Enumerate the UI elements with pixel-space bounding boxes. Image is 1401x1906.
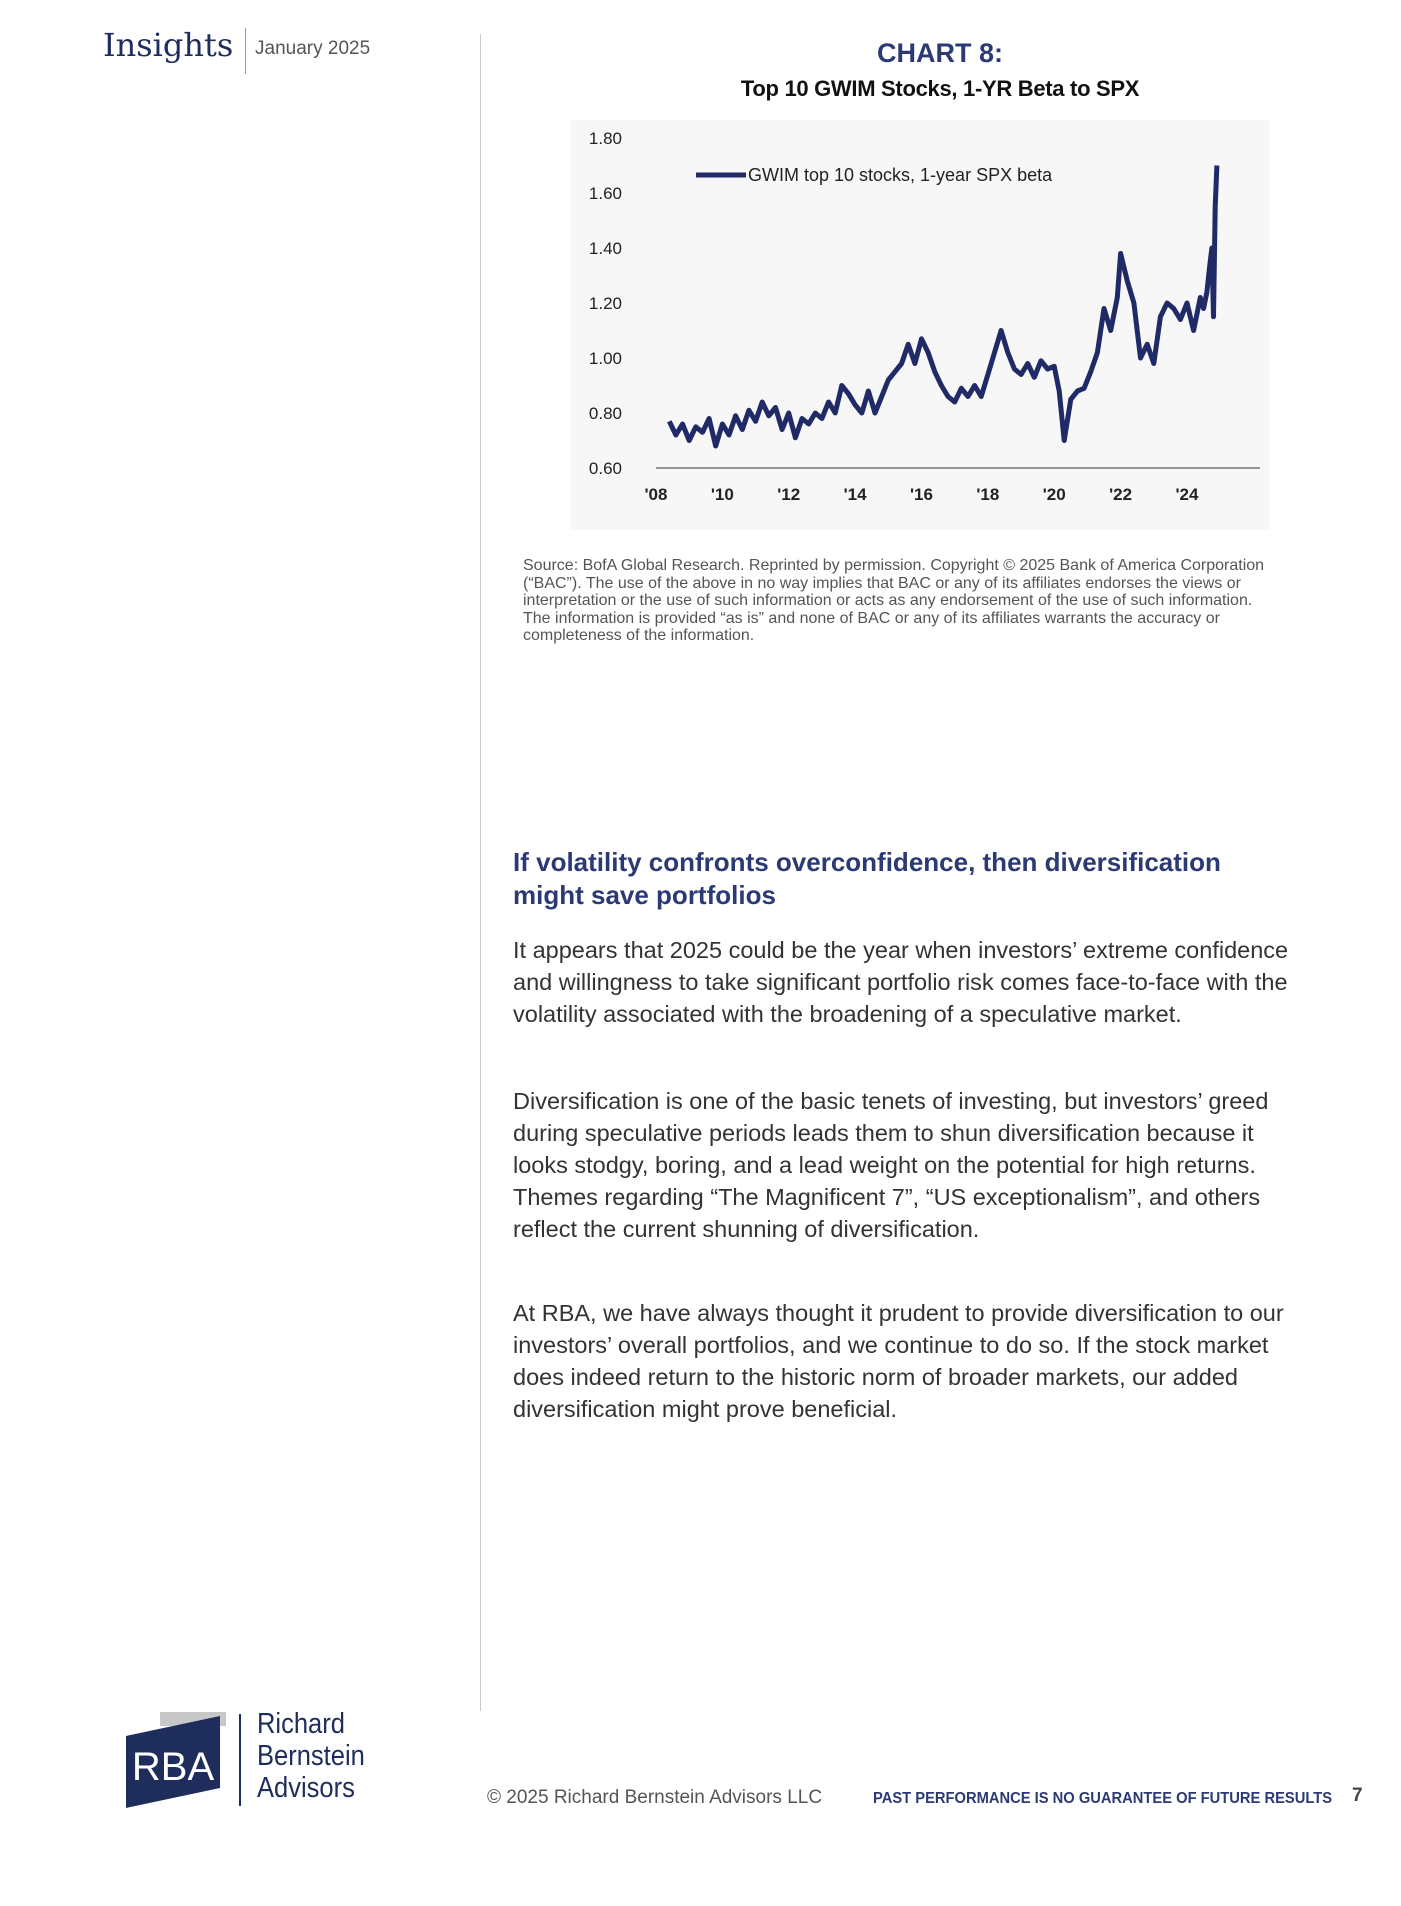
- y-tick-label: 1.20: [588, 294, 622, 313]
- y-tick-label: 1.80: [588, 129, 622, 148]
- publication-date: January 2025: [255, 38, 371, 59]
- logo-line-2: Bernstein: [257, 1740, 365, 1772]
- x-tick-label: '18: [976, 485, 1000, 504]
- publication-title: Insights: [103, 26, 234, 64]
- y-tick-label: 0.80: [588, 404, 622, 423]
- beta-line-chart: [570, 120, 1270, 530]
- logo-mark-text: RBA: [131, 1745, 215, 1789]
- chart-title: Top 10 GWIM Stocks, 1-YR Beta to SPX: [740, 76, 1140, 101]
- chart-source-note: Source: BofA Global Research. Reprinted by permission. Copyright © 2025 Bank of America Corporation (“BAC”). The use of the above in no way implies that BAC or any of its affiliates endorses the views or interpretation or the use of such information or acts as any endorsement of the use of such information. The information is provided “as is” and none of BAC or any of its affiliates warrants the accuracy or completeness of the information.: [523, 557, 1265, 644]
- x-tick-label: '22: [1109, 485, 1133, 504]
- x-tick-label: '24: [1175, 485, 1199, 504]
- x-tick-label: '10: [710, 485, 734, 504]
- y-tick-label: 1.00: [588, 349, 622, 368]
- logo-divider: [239, 1714, 241, 1806]
- rba-logo-icon: [126, 1712, 226, 1808]
- chart-label: CHART 8:: [877, 38, 1003, 68]
- logo-wordmark: [257, 1708, 398, 1804]
- x-tick-label: '20: [1042, 485, 1066, 504]
- x-tick-label: '16: [910, 485, 933, 504]
- x-tick-label: '08: [644, 485, 668, 504]
- x-tick-label: '12: [777, 485, 801, 504]
- header-divider: [245, 28, 246, 74]
- x-tick-label: '14: [843, 485, 867, 504]
- y-tick-label: 1.40: [588, 239, 622, 258]
- logo-line-3: Advisors: [257, 1772, 355, 1804]
- footer-disclaimer: PAST PERFORMANCE IS NO GUARANTEE OF FUTURE RESULTS: [873, 1790, 1333, 1807]
- paragraph-2: Diversification is one of the basic tenets of investing, but investors’ greed during speculative periods leads them to shun diversification because it looks stodgy, boring, and a lead weight on the potential for high returns. Themes regarding “The Magnificent 7”, “US exceptionalism”, and others reflect the current shunning of diversification.: [513, 1088, 1269, 1242]
- page-number: 7: [1352, 1785, 1363, 1806]
- y-tick-label: 1.60: [588, 184, 622, 203]
- column-divider: [480, 34, 481, 1711]
- y-tick-label: 0.60: [588, 459, 622, 478]
- chart-canvas: [570, 120, 1270, 530]
- section-heading: If volatility confronts overconfidence, then diversification might save portfolios: [513, 847, 1221, 910]
- logo-line-1: Richard: [257, 1708, 345, 1740]
- paragraph-1: It appears that 2025 could be the year when investors’ extreme confidence and willingness to take significant portfolio risk comes face-to-face with the volatility associated with the broadening of a speculative market.: [513, 937, 1289, 1027]
- legend-label: GWIM top 10 stocks, 1-year SPX beta: [748, 165, 1053, 185]
- footer-copyright: © 2025 Richard Bernstein Advisors LLC: [487, 1787, 823, 1808]
- paragraph-3: At RBA, we have always thought it prudent to provide diversification to our investors’ overall portfolios, and we continue to do so. If the stock market does indeed return to the historic norm of broader markets, our added diversification might prove beneficial.: [513, 1300, 1284, 1422]
